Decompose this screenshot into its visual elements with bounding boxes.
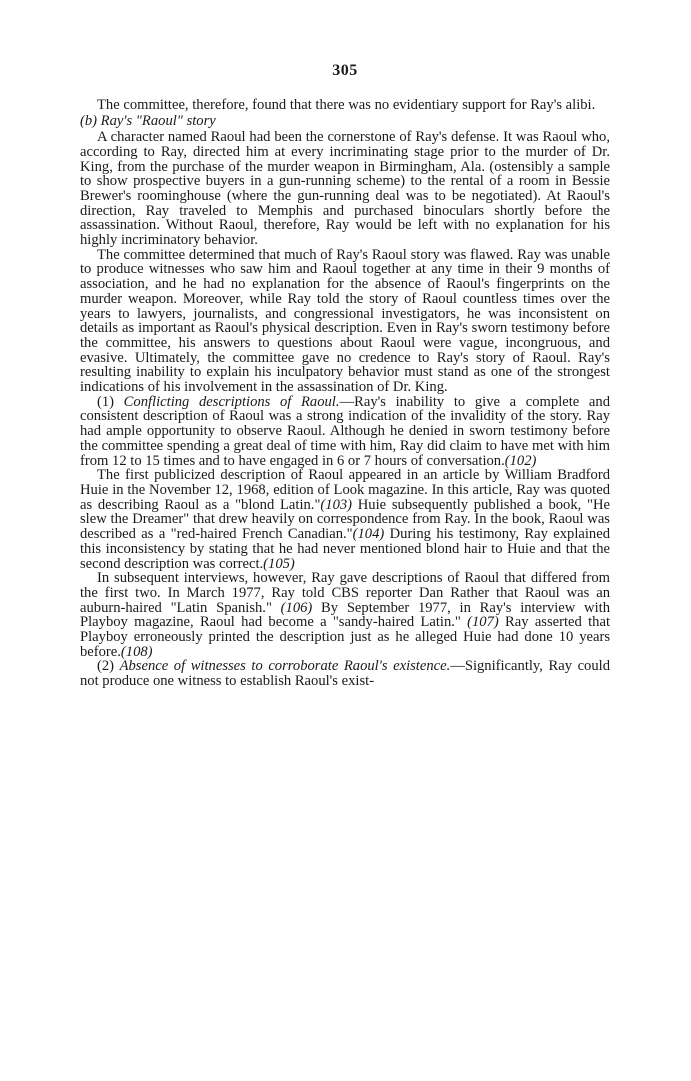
paragraph-text: During his testimony, Ray explained this inconsistency by stating that he had never mentioned blond hair to Huie and that the second description was correct. (80, 526, 611, 572)
citation: (106) (280, 599, 313, 616)
paragraph-text: In subsequent interviews, however, Ray gave descriptions of Raoul that differed from the first two. In March 1977, Ray told CBS reporter Dan Rather that Raoul was an auburn-haired "Latin Spanish." (80, 570, 610, 616)
subsection-heading-conflicting: Conflicting descriptions of Raoul. (123, 393, 340, 410)
paragraph-text: Ray asserted that Playboy erroneously printed the description just as he alleged Huie had done 10 years before. (80, 614, 610, 660)
citation: (104) (352, 526, 385, 543)
subsection-number: (2) (97, 658, 120, 675)
subsection-heading-absence: Absence of witnesses to corroborate Raoul's existence. (119, 658, 451, 675)
subsection-number: (1) (97, 393, 124, 410)
citation: (108) (120, 643, 153, 660)
paragraph-alibi-conclusion: The committee, therefore, found that there was no evidentiary support for Ray's alibi. (97, 96, 596, 113)
citation: (102) (504, 452, 537, 469)
paragraph-raoul-cornerstone: A character named Raoul had been the cornerstone of Ray's defense. It was Raoul who, according to Ray, directed him at every incriminating stage prior to the murder of Dr. King, from the purchase of the murder weapon in Birmingham, Ala. (ostensibly a sample to show prospective buyers in a gun-running scheme) to the rental of a room in Bessie Brewer's roominghouse (where the gun-running deal was to be negotiated). At Raoul's direction, Ray traveled to Memphis and purchased binoculars shortly before the assassination. Without Raoul, therefore, Ray would be left with no explanation for his highly incriminatory behavior. (80, 129, 610, 249)
paragraph-text: —Significantly, Ray could not produce one witness to establish Raoul's exist- (80, 658, 610, 690)
document-page (80, 64, 610, 689)
paragraph-text: By September 1977, in Ray's interview with Playboy magazine, Raoul had become a "sandy-haired Latin." (80, 599, 611, 631)
citation: (103) (320, 496, 353, 513)
paragraph-raoul-flawed: The committee determined that much of Ray's Raoul story was flawed. Ray was unable to produce witnesses who saw him and Raoul together at any time in their 9 months of association, and he had no explanation for the absence of Raoul's fingerprints on the murder weapon. Moreover, while Ray told the story of Raoul countless times over the years to lawyers, journalists, and congressional investigators, he was inconsistent on details as important as Raoul's physical description. Even in Ray's sworn testimony before the committee, his answers to questions about Raoul were vague, incongruous, and evasive. Ultimately, the committee gave no credence to Ray's story of Raoul. Ray's resulting inability to explain his inculpatory behavior must stand as one of the strongest indications of his involvement in the assassination of Dr. King. (80, 246, 610, 396)
citation: (105) (263, 555, 295, 572)
paragraph-text: —Ray's inability to give a complete and consistent description of Raoul was a strong indication of the invalidity of the story. Ray had ample opportunity to observe Raoul. Although he denied in sworn testimony before the committee spending a great deal of time with him, Ray did claim to have met with him from 12 to 15 times and to have engaged in 6 or 7 hours of conversation. (80, 393, 610, 469)
paragraph-text: Huie subsequently published a book, "He slew the Dreamer" that drew heavily on correspondence from Ray. In the book, Raoul was described as a "red-haired French Canadian." (80, 496, 610, 543)
paragraph-conflicting-descriptions (80, 395, 610, 469)
page-number: 305 (332, 62, 358, 79)
paragraph-subsequent-interviews (80, 571, 610, 659)
section-heading-raoul-story: (b) Ray's "Raoul" story (80, 113, 216, 130)
paragraph-huie-description (80, 468, 610, 571)
paragraph-absence-of-witnesses (80, 659, 610, 688)
paragraph-text: The first publicized description of Raoul appeared in an article by William Bradford Huie in the November 12, 1968, edition of Look magazine. In this article, Ray was quoted as describing Raoul as a "blond Latin." (80, 467, 610, 513)
citation: (107) (467, 614, 499, 631)
